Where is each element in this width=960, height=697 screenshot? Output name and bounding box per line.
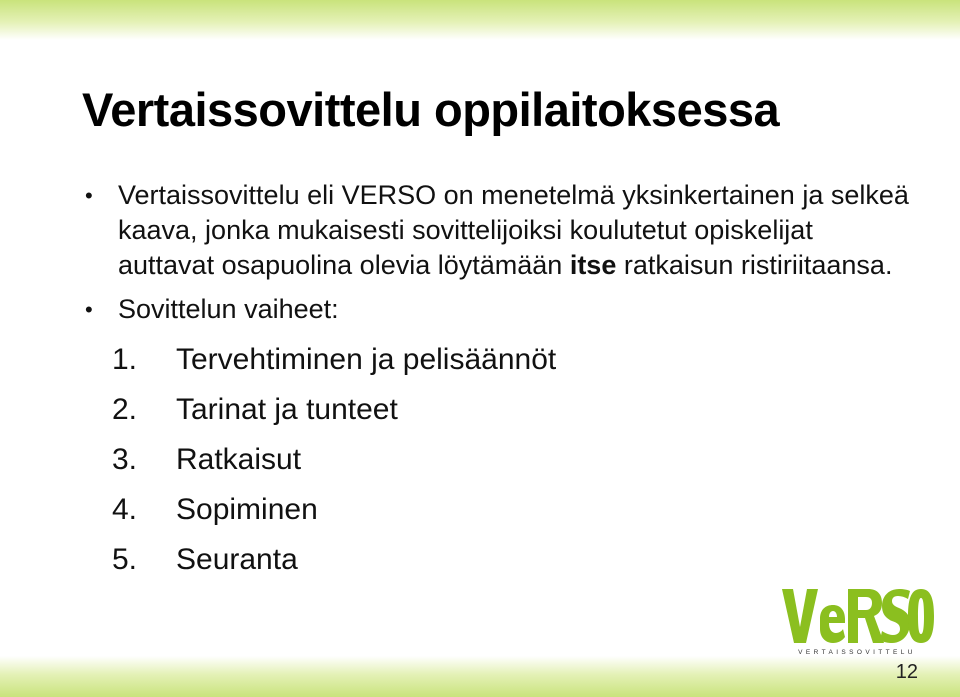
list-item-text: Tarinat ja tunteet (176, 393, 398, 426)
phases-list (82, 335, 912, 585)
logo-subtitle: VERTAISSOVITTELU (798, 649, 916, 656)
verso-logo (780, 585, 935, 657)
list-item-number: 5. (112, 543, 138, 576)
page-number: 12 (895, 661, 918, 683)
bullet-text-emphasis: itse (569, 250, 617, 280)
bottom-decorative-band (0, 656, 960, 697)
list-item-text: Seuranta (176, 543, 298, 576)
list-item (82, 485, 912, 535)
bullet-text-part: Vertaissovittelu eli VERSO on menetelmä yksinkertainen ja selkeä kaava, jonka mukaisesti sovittelijoiksi koulutetut opiskelijat auttavat osapuolina olevia löytämään (118, 180, 909, 280)
list-item-text: Sopiminen (176, 493, 318, 526)
list-item-number: 2. (112, 393, 138, 426)
list-item-number: 3. (112, 443, 138, 476)
top-decorative-band (0, 0, 960, 40)
list-item (82, 385, 912, 435)
bullet-icon: • (85, 297, 93, 322)
list-item (82, 335, 912, 385)
slide-title: Vertaissovittelu oppilaitoksessa (82, 83, 780, 136)
list-item-number: 4. (112, 493, 138, 526)
list-item-text: Tervehtiminen ja pelisäännöt (176, 343, 557, 376)
bullet-item-verso-definition (82, 178, 912, 283)
list-item (82, 535, 912, 585)
list-item-text: Ratkaisut (176, 443, 302, 476)
list-item-number: 1. (112, 343, 138, 376)
bullet-text: Sovittelun vaiheet: (118, 294, 339, 324)
bullet-text-part: ratkaisun ristiriitaansa. (616, 250, 893, 280)
list-item (82, 435, 912, 485)
bullet-item-phases (82, 292, 912, 327)
bullet-icon: • (85, 183, 93, 208)
slide-body (82, 178, 912, 585)
